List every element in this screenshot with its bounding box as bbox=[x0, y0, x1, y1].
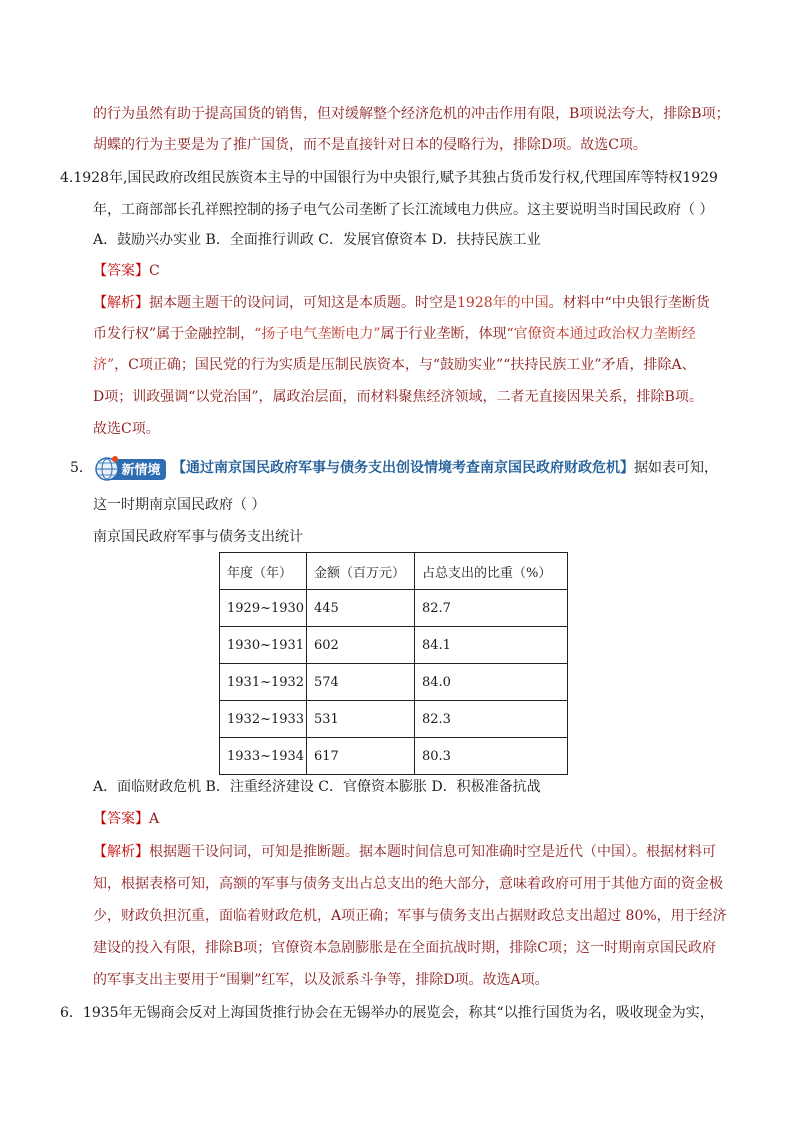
answer-label: 【答案】 bbox=[93, 811, 149, 827]
scenario-title: 【通过南京国民政府军事与债务支出创设情境考查南京国民政府财政危机】 bbox=[172, 460, 634, 476]
analysis-text: ，C项正确；国民党的行为实质是压制民族资本，与“鼓励实业”“扶持民族工业”矛盾，排除A、 bbox=[114, 357, 696, 373]
table-row bbox=[220, 590, 568, 627]
answer-label: 【答案】 bbox=[93, 263, 149, 279]
intro-line-1: 的行为虽然有助于提高国货的销售，但对缓解整个经济危机的冲击作用有限，B项说法夸大，排除B项； bbox=[93, 106, 730, 122]
cell-share: 82.3 bbox=[415, 701, 568, 738]
column-header-amount: 金额（百万元） bbox=[307, 553, 415, 590]
q5-analysis-line-5: 的军事支出主要用于“围剿”红军，以及派系斗争等，排除D项。故选A项。 bbox=[93, 972, 549, 988]
table-header-row bbox=[220, 553, 568, 590]
analysis-highlight: 济” bbox=[93, 357, 115, 373]
analysis-text: 。材料中“中央银行垄断货 bbox=[548, 295, 710, 311]
analysis-label: 【解析】 bbox=[93, 844, 149, 860]
cell-year: 1932~1933 bbox=[220, 701, 307, 738]
q4-analysis-line-4: D项；训政强调“以党治国”，属政治层面，而材料聚焦经济领域，二者无直接因果关系，排除B项。 bbox=[93, 389, 703, 405]
q4-answer bbox=[93, 261, 160, 281]
analysis-text: 据本题主题干的设问词，可知这是本质题。时空是 bbox=[149, 295, 457, 311]
table-row bbox=[220, 664, 568, 701]
cell-share: 84.1 bbox=[415, 627, 568, 664]
analysis-label: 【解析】 bbox=[93, 295, 149, 311]
table-row bbox=[220, 738, 568, 775]
analysis-text: 属于行业垄断，体现 bbox=[380, 326, 507, 342]
analysis-highlight: 1928年的中国 bbox=[457, 295, 549, 311]
q4-analysis-line-1 bbox=[93, 293, 710, 313]
badge-label: 新情境 bbox=[121, 463, 161, 478]
cell-amount: 531 bbox=[307, 701, 415, 738]
q5-analysis-line-2: 知，根据表格可知，高额的军事与债务支出占总支出的绝大部分，意味着政府可用于其他方面的资金极 bbox=[93, 876, 723, 892]
analysis-highlight: “官僚资本通过政治权力垄断经 bbox=[506, 326, 696, 342]
q5-analysis-line-4: 建设的投入有限，排除B项；官僚资本急剧膨胀是在全面抗战时期，排除C项；这一时期南京国民政府 bbox=[93, 940, 716, 956]
q5-answer bbox=[93, 809, 159, 829]
cell-year: 1930~1931 bbox=[220, 627, 307, 664]
expenditure-table bbox=[219, 552, 568, 775]
table-row bbox=[220, 701, 568, 738]
column-header-share: 占总支出的比重（%） bbox=[415, 553, 568, 590]
q4-stem-line-2: 年，工商部部长孔祥熙控制的扬子电气公司垄断了长江流域电力供应。这主要说明当时国民政府（ ） bbox=[93, 202, 714, 218]
q5-analysis-line-1 bbox=[93, 842, 716, 862]
table-row bbox=[220, 627, 568, 664]
q5-stem-line-2: 这一时期南京国民政府（ ） bbox=[93, 497, 266, 513]
cell-amount: 602 bbox=[307, 627, 415, 664]
cell-amount: 617 bbox=[307, 738, 415, 775]
answer-value: A bbox=[149, 811, 160, 827]
cell-amount: 445 bbox=[307, 590, 415, 627]
q5-options: A．面临财政危机 B．注重经济建设 C．官僚资本膨胀 D．积极准备抗战 bbox=[93, 779, 541, 795]
q5-stem-text: 据如表可知， bbox=[634, 460, 718, 476]
cell-year: 1933~1934 bbox=[220, 738, 307, 775]
q6-stem-line-1: 6．1935年无锡商会反对上海国货推行协会在无锡举办的展览会，称其“以推行国货为名，吸收现金为实， bbox=[60, 1005, 714, 1021]
cell-share: 82.7 bbox=[415, 590, 568, 627]
intro-line-2: 胡蝶的行为主要是为了推广国货，而不是直接针对日本的侵略行为，排除D项。故选C项。 bbox=[93, 137, 647, 153]
analysis-text: 币发行权”属于金融控制， bbox=[93, 326, 255, 342]
analysis-highlight: “扬子电气垄断电力” bbox=[254, 326, 381, 342]
cell-amount: 574 bbox=[307, 664, 415, 701]
table-caption: 南京国民政府军事与债务支出统计 bbox=[93, 529, 303, 545]
cell-share: 84.0 bbox=[415, 664, 568, 701]
q4-options: A．鼓励兴办实业 B．全面推行训政 C．发展官僚资本 D．扶持民族工业 bbox=[93, 232, 541, 248]
q5-stem-line-1 bbox=[172, 458, 718, 478]
q4-analysis-line-2 bbox=[93, 324, 696, 344]
answer-value: C bbox=[149, 263, 160, 279]
cell-share: 80.3 bbox=[415, 738, 568, 775]
analysis-text: 根据题干设问词，可知是推断题。据本题时间信息可知准确时空是近代（中国）。根据材料可 bbox=[149, 844, 716, 860]
column-header-year: 年度（年） bbox=[220, 553, 307, 590]
cell-year: 1929~1930 bbox=[220, 590, 307, 627]
q4-stem-line-1: 4.1928年,国民政府改组民族资本主导的中国银行为中央银行,赋予其独占货币发行权,代理国库等特权1929 bbox=[60, 170, 718, 186]
q4-analysis-line-3 bbox=[93, 355, 696, 375]
q5-analysis-line-3: 少，财政负担沉重，面临着财政危机，A项正确；军事与债务支出占据财政总支出超过 80%，用于经济 bbox=[93, 908, 727, 924]
q4-analysis-line-5: 故选C项。 bbox=[93, 421, 160, 437]
new-scenario-badge bbox=[94, 455, 168, 483]
cell-year: 1931~1932 bbox=[220, 664, 307, 701]
q5-number: 5． bbox=[70, 460, 93, 476]
